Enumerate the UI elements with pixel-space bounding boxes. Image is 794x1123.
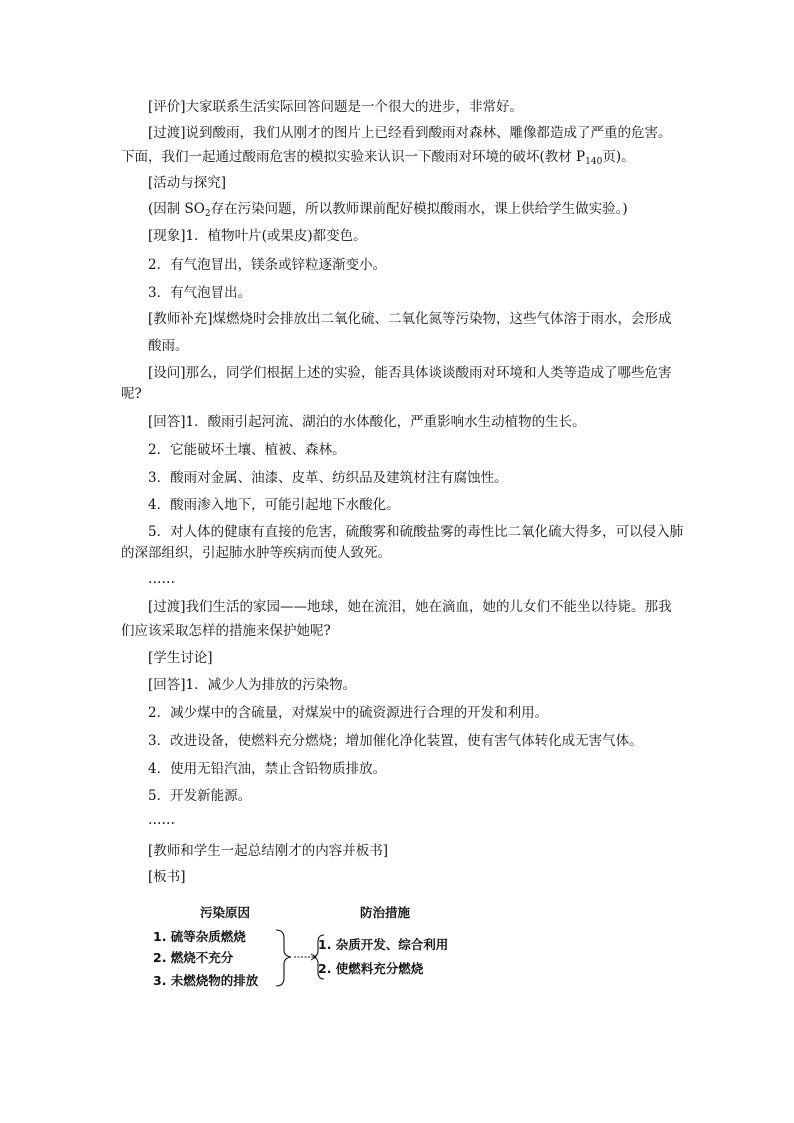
text-segment: 页)。 — [602, 149, 635, 165]
transition-line-cont — [121, 149, 635, 170]
text-segment: 下面，我们一起通过酸雨危害的模拟实验来认识一下酸雨对环境的破坏(教材 P — [121, 149, 586, 165]
teacher-supplement-cont: 酸雨。 — [148, 338, 189, 354]
header-prevention-measures: 防治措施 — [360, 905, 411, 920]
comment-line: [评价]大家联系生活实际回答问题是一个很大的进步，非常好。 — [148, 99, 524, 115]
answer-line-1: [回答]1．酸雨引起河流、湖泊的水体酸化，严重影响水生动植物的生长。 — [148, 414, 586, 430]
answer2-line-1: [回答]1．减少人为排放的污染物。 — [148, 677, 357, 693]
ellipsis: …… — [148, 571, 175, 587]
activity-heading: [活动与探究] — [148, 175, 227, 191]
text-segment: (因制 SO — [148, 201, 205, 217]
text-segment: 存在污染问题，所以教师课前配好模拟酸雨水，课上供给学生做实验。) — [210, 201, 628, 217]
answer-line-4: 4．酸雨渗入地下，可能引起地下水酸化。 — [148, 497, 400, 513]
cause-item: 2. 燃烧不充分 — [153, 950, 234, 965]
answer-line-5: 5．对人体的健康有直接的危害，硫酸雾和硫酸盐雾的毒性比二氧化硫大得多，可以侵入肺 — [148, 524, 684, 540]
answer-line-5-cont: 的深部组织，引起肺水肿等疾病而使人致死。 — [121, 545, 391, 561]
cause-item: 1. 硫等杂质燃烧 — [153, 929, 246, 944]
answer2-line-2: 2．减少煤中的含硫量，对煤炭中的硫资源进行合理的开发和利用。 — [148, 705, 549, 721]
phenomenon-line-2: 2．有气泡冒出，镁条或锌粒逐渐变小。 — [148, 257, 387, 273]
board-heading: [板书] — [148, 869, 186, 885]
answer2-line-5: 5．开发新能源。 — [148, 788, 252, 804]
answer-line-3: 3．酸雨对金属、油漆、皮革、纺织品及建筑材注有腐蚀性。 — [148, 470, 508, 486]
question-line: [设问]那么，同学们根据上述的实验，能否具体谈谈酸雨对环境和人类等造成了哪些危害 — [148, 365, 672, 381]
teacher-supplement-line: [教师补充]煤燃烧时会排放出二氧化硫、二氧化氮等污染物，这些气体溶于雨水，会形成 — [148, 311, 672, 327]
note-line — [148, 201, 628, 222]
phenomenon-line-1: [现象]1．植物叶片(或果皮)都变色。 — [148, 228, 367, 244]
page-subscript: 140 — [585, 157, 603, 167]
answer2-line-3: 3．改进设备，使燃料充分燃烧；增加催化净化装置，使有害气体转化成无害气体。 — [148, 733, 643, 749]
cause-item: 3. 未燃烧物的排放 — [153, 973, 259, 988]
left-brace — [276, 930, 291, 986]
ellipsis: …… — [148, 812, 175, 828]
header-pollution-causes: 污染原因 — [200, 905, 251, 920]
chem-subscript: 2 — [204, 209, 211, 219]
question-line-cont: 呢? — [121, 386, 142, 402]
phenomenon-line-3: 3．有气泡冒出。 — [148, 285, 252, 301]
answer-line-2: 2．它能破坏土壤、植被、森林。 — [148, 442, 346, 458]
transition-line: [过渡]说到酸雨，我们从刚才的图片上已经看到酸雨对森林、雕像都造成了严重的危害。 — [148, 125, 672, 141]
blackboard-diagram — [150, 900, 470, 1000]
measure-item: 1. 杂质开发、综合利用 — [318, 937, 449, 952]
transition-line-2: [过渡]我们生活的家园——地球，她在流泪，她在滴血，她的儿女们不能坐以待毙。那我 — [148, 599, 672, 615]
summary-line: [教师和学生一起总结刚才的内容并板书] — [148, 843, 389, 859]
transition-line-2-cont: 们应该采取怎样的措施来保护她呢? — [121, 623, 331, 639]
measure-item: 2. 使燃料充分燃烧 — [318, 961, 424, 976]
answer2-line-4: 4．使用无铅汽油，禁止含铅物质排放。 — [148, 761, 387, 777]
discussion-heading: [学生讨论] — [148, 650, 213, 666]
